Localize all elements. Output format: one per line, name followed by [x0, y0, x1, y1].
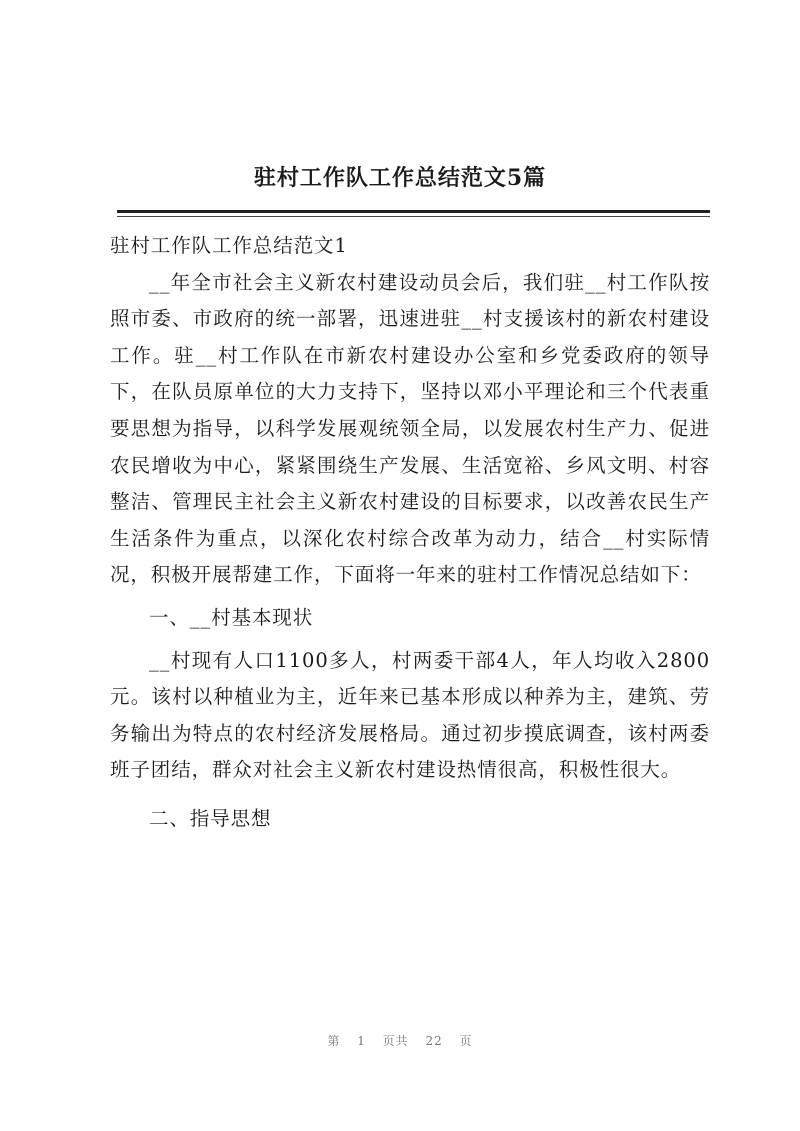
document-body [110, 228, 710, 838]
footer-suffix: 页 [459, 1034, 473, 1048]
document-title: 驻村工作队工作总结范文5篇 [253, 165, 547, 191]
footer-page-number: 1 [357, 1034, 366, 1048]
page-footer [0, 1032, 800, 1049]
intro-paragraph: __年全市社会主义新农村建设动员会后，我们驻__村工作队按照市委、市政府的统一部署，迅速进驻__村支援该村的新农村建设工作。驻__村工作队在市新农村建设办公室和乡党委政府的领导下，在队员原单位的大力支持下，坚持以邓小平理论和三个代表重要思想为指导，以科学发展观统领全局，以发展农村生产力、促进农民增收为中心，紧紧围绕生产发展、生活宽裕、乡风文明、村容整洁、管理民主社会主义新农村建设的目标要求，以改善农民生产生活条件为重点，以深化农村综合改革为动力，结合__村实际情况，积极开展帮建工作，下面将一年来的驻村工作情况总结如下： [110, 270, 710, 587]
heading-village-status: 一、__村基本现状 [149, 605, 314, 629]
footer-total-pages: 22 [425, 1034, 443, 1048]
village-status-paragraph: __村现有人口1100多人，村两委干部4人，年人均收入2800元。该村以种植业为主，近年来已基本形成以种养为主，建筑、劳务输出为特点的农村经济发展格局。通过初步摸底调查，该村两委班子团结，群众对社会主义新农村建设热情很高，积极性很大。 [110, 648, 710, 782]
title-divider-thin [117, 216, 710, 217]
section-title: 驻村工作队工作总结范文1 [110, 234, 348, 257]
footer-middle: 页共 [382, 1034, 409, 1048]
title-divider-thick [117, 210, 710, 213]
heading-guiding-ideology: 二、指导思想 [149, 806, 272, 830]
footer-prefix: 第 [327, 1034, 341, 1048]
